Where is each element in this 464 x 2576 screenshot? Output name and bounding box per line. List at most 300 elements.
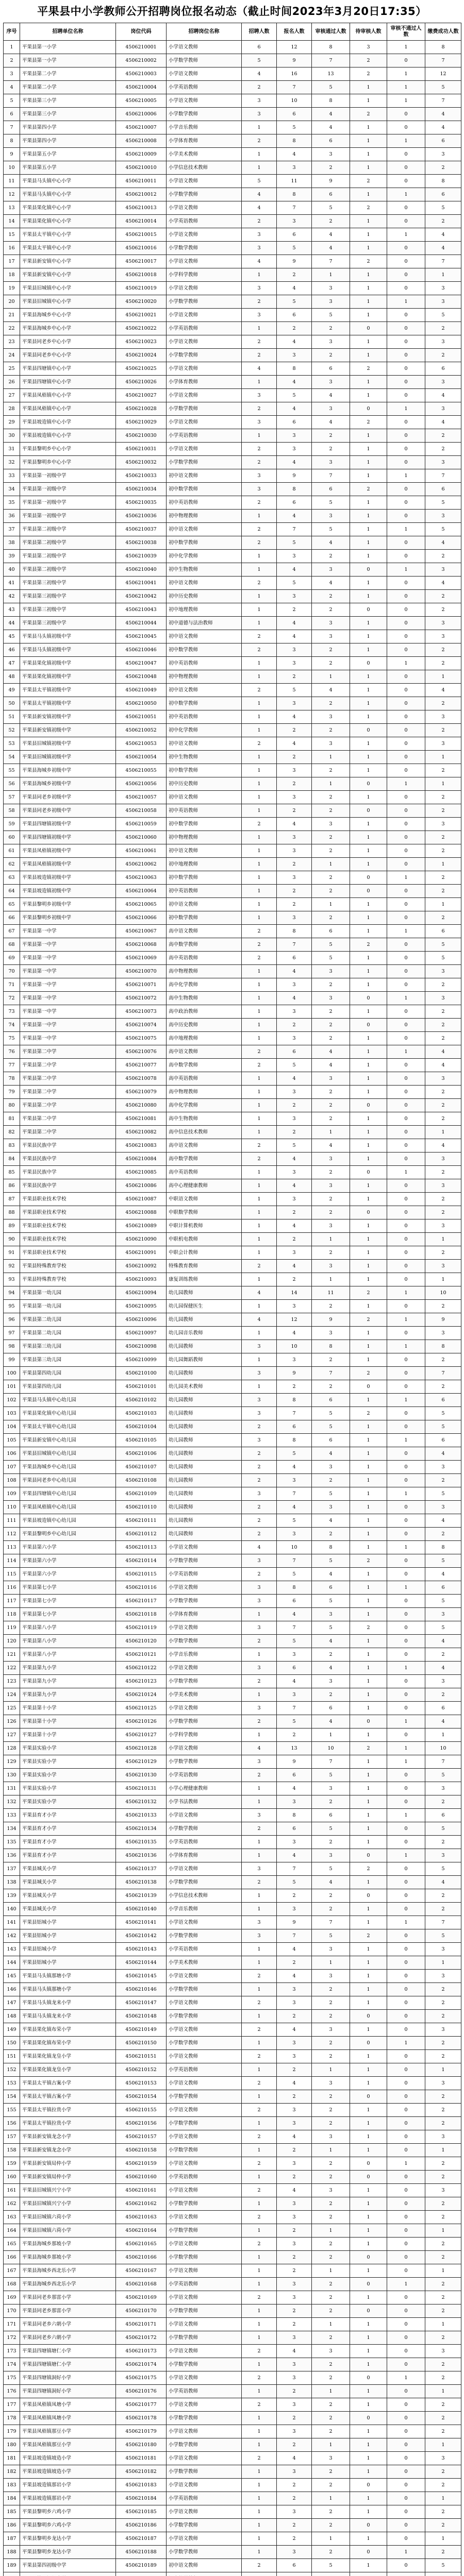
- table-row: [4, 201, 461, 215]
- cell-unit: 平果县特殊教育学校: [20, 1260, 116, 1273]
- cell-rejected: 0: [387, 2077, 425, 2090]
- cell-code: 4506210029: [116, 416, 167, 429]
- cell-position: 初中语文教师: [167, 844, 242, 858]
- cell-unit: 平果县第一小学: [20, 54, 116, 67]
- cell-pending: 1: [350, 1434, 387, 1447]
- cell-position: 高中政治教师: [167, 1005, 242, 1019]
- table-row: [4, 2479, 461, 2492]
- cell-rejected: 0: [387, 536, 425, 550]
- cell-code: 4506210064: [116, 885, 167, 898]
- cell-applied: 4: [277, 630, 312, 643]
- cell-quota: 2: [242, 1260, 277, 1273]
- cell-position: 小学体育教师: [167, 1608, 242, 1621]
- cell-pending: 1: [350, 1782, 387, 1795]
- cell-quota: 3: [242, 1407, 277, 1420]
- cell-rejected: 0: [387, 429, 425, 443]
- cell-position: 幼儿园美术教师: [167, 1380, 242, 1394]
- cell-index: 189: [4, 2559, 20, 2572]
- cell-index: 131: [4, 1782, 20, 1795]
- cell-applied: 6: [277, 108, 312, 121]
- cell-quota: 1: [242, 1849, 277, 1862]
- cell-unit: 平果县凤梧镇初级中学: [20, 858, 116, 871]
- cell-code: 4506210187: [116, 2532, 167, 2546]
- cell-position: 小学音乐教师: [167, 121, 242, 134]
- cell-rejected: 0: [387, 737, 425, 751]
- cell-pending: 1: [350, 2318, 387, 2331]
- cell-position: 初中语文教师: [167, 791, 242, 804]
- cell-index: 80: [4, 1099, 20, 1112]
- cell-pending: 1: [350, 2238, 387, 2251]
- cell-rejected: 0: [387, 2050, 425, 2063]
- cell-position: 小学数学教师: [167, 1595, 242, 1608]
- cell-pending: 1: [350, 496, 387, 510]
- cell-pending: 1: [350, 2130, 387, 2144]
- cell-code: 4506210034: [116, 483, 167, 496]
- cell-position: 初中化学教师: [167, 724, 242, 737]
- cell-rejected: 0: [387, 1353, 425, 1367]
- cell-pending: 1: [350, 1139, 387, 1153]
- cell-quota: 2: [242, 2130, 277, 2144]
- cell-paid: 2: [425, 1836, 461, 1849]
- table-row: [4, 938, 461, 952]
- cell-unit: 平果县黎明乡龙达小学: [20, 2532, 116, 2546]
- cell-index: 182: [4, 2465, 20, 2479]
- cell-rejected: 0: [387, 1501, 425, 1514]
- cell-unit: 平果县旧城镇六荷小学: [20, 2224, 116, 2238]
- cell-paid: 3: [425, 2184, 461, 2197]
- cell-pending: 1: [350, 349, 387, 362]
- cell-index: 23: [4, 335, 20, 349]
- cell-applied: 3: [277, 2505, 312, 2519]
- cell-code: 4506210164: [116, 2224, 167, 2238]
- cell-paid: 5: [425, 952, 461, 965]
- cell-code: 4506210161: [116, 2184, 167, 2197]
- cell-approved: 5: [312, 201, 350, 215]
- cell-quota: 1: [242, 2412, 277, 2425]
- cell-code: 4506210016: [116, 242, 167, 255]
- cell-position: 初中英语教师: [167, 496, 242, 510]
- table-row: [4, 777, 461, 791]
- cell-quota: 2: [242, 1420, 277, 1434]
- cell-pending: 1: [350, 2452, 387, 2465]
- cell-code: 4506210070: [116, 965, 167, 978]
- cell-paid: 2: [425, 831, 461, 844]
- cell-rejected: 0: [387, 2023, 425, 2037]
- cell-index: 18: [4, 268, 20, 282]
- cell-applied: 4: [277, 1608, 312, 1621]
- cell-position: 小学美术教师: [167, 1956, 242, 1970]
- table-row: [4, 1809, 461, 1822]
- cell-index: 66: [4, 911, 20, 925]
- cell-applied: 4: [277, 456, 312, 469]
- cell-unit: 平果县第一中学: [20, 952, 116, 965]
- cell-approved: 3: [312, 335, 350, 349]
- cell-index: 111: [4, 1514, 20, 1528]
- cell-position: 高中心理健康教师: [167, 1179, 242, 1193]
- cell-quota: 1: [242, 657, 277, 670]
- cell-paid: 3: [425, 1461, 461, 1474]
- cell-applied: 3: [277, 2211, 312, 2224]
- cell-rejected: 0: [387, 577, 425, 590]
- cell-unit: 平果县第二初级中学: [20, 550, 116, 563]
- cell-applied: 3: [277, 1528, 312, 1541]
- cell-index: 36: [4, 510, 20, 523]
- cell-paid: 2: [425, 2304, 461, 2318]
- cell-position: 小学数学教师: [167, 2465, 242, 2479]
- cell-paid: 2: [425, 2251, 461, 2264]
- cell-position: 小学语文教师: [167, 1581, 242, 1595]
- cell-unit: 平果县太平镇古案小学: [20, 2090, 116, 2104]
- cell-pending: 1: [350, 523, 387, 536]
- table-row: [4, 2264, 461, 2278]
- cell-rejected: 0: [387, 1568, 425, 1581]
- cell-position: 幼儿园教师: [167, 1447, 242, 1461]
- cell-code: 4506210133: [116, 1809, 167, 1822]
- cell-index: 123: [4, 1675, 20, 1688]
- cell-paid: 6: [425, 1394, 461, 1407]
- cell-rejected: 1: [387, 563, 425, 577]
- cell-unit: 平果县第一初级中学: [20, 496, 116, 510]
- cell-paid: 2: [425, 764, 461, 777]
- cell-rejected: 0: [387, 1461, 425, 1474]
- cell-applied: 4: [277, 1219, 312, 1233]
- cell-code: 4506210118: [116, 1608, 167, 1621]
- table-row: [4, 2425, 461, 2438]
- cell-unit: 平果县四塘镇中心幼儿园: [20, 1487, 116, 1501]
- cell-code: 4506210143: [116, 1943, 167, 1956]
- cell-paid: 2: [425, 1019, 461, 1032]
- cell-paid: 1: [425, 2063, 461, 2077]
- cell-code: 4506210059: [116, 818, 167, 831]
- cell-applied: 4: [277, 965, 312, 978]
- cell-pending: 1: [350, 2144, 387, 2157]
- cell-applied: 3: [277, 657, 312, 670]
- cell-unit: 平果县太平镇拉贵小学: [20, 2117, 116, 2130]
- cell-approved: 1: [312, 751, 350, 764]
- cell-index: 99: [4, 1353, 20, 1367]
- cell-index: 132: [4, 1795, 20, 1809]
- cell-approved: 2: [312, 1166, 350, 1179]
- cell-rejected: 0: [387, 2224, 425, 2238]
- cell-unit: 平果县同老乡那雷小学: [20, 2291, 116, 2304]
- cell-applied: 3: [277, 1903, 312, 1916]
- cell-paid: 2: [425, 1983, 461, 1996]
- cell-quota: 1: [242, 844, 277, 858]
- cell-pending: 1: [350, 737, 387, 751]
- cell-index: 61: [4, 844, 20, 858]
- cell-unit: 平果县马头镇中心小学: [20, 188, 116, 201]
- cell-applied: 6: [277, 1822, 312, 1836]
- cell-unit: 平果县黎明乡中心幼儿园: [20, 1528, 116, 1541]
- cell-quota: 1: [242, 724, 277, 737]
- cell-unit: 平果县第三初级中学: [20, 590, 116, 603]
- cell-applied: 4: [277, 1943, 312, 1956]
- cell-code: 4506210084: [116, 1153, 167, 1166]
- table-row: [4, 1367, 461, 1380]
- table-row: [4, 1461, 461, 1474]
- cell-approved: 4: [312, 1662, 350, 1675]
- cell-rejected: 0: [387, 1179, 425, 1193]
- cell-code: 4506210036: [116, 510, 167, 523]
- cell-approved: 6: [312, 362, 350, 376]
- table-row: [4, 416, 461, 429]
- cell-unit: 平果县太平镇初级中学: [20, 697, 116, 710]
- cell-pending: 1: [350, 1755, 387, 1769]
- cell-position: 初中地理教师: [167, 858, 242, 871]
- cell-unit: 平果县果化镇中心幼儿园: [20, 1407, 116, 1420]
- cell-applied: 2: [277, 2090, 312, 2104]
- cell-unit: 平果县城关小学: [20, 1889, 116, 1903]
- cell-pending: 0: [350, 2304, 387, 2318]
- cell-position: 小学数学教师: [167, 2224, 242, 2238]
- cell-applied: 8: [277, 134, 312, 148]
- cell-rejected: 0: [387, 764, 425, 777]
- cell-unit: 平果县第三幼儿园: [20, 1340, 116, 1353]
- cell-quota: 1: [242, 791, 277, 804]
- cell-unit: 平果县第四幼儿园: [20, 1380, 116, 1394]
- cell-applied: 5: [277, 1447, 312, 1461]
- cell-position: 初中数学教师: [167, 697, 242, 710]
- cell-pending: 1: [350, 2211, 387, 2224]
- cell-pending: 0: [350, 2251, 387, 2264]
- cell-code: 4506210022: [116, 322, 167, 335]
- cell-approved: 3: [312, 1501, 350, 1514]
- cell-code: 4506210021: [116, 309, 167, 322]
- cell-approved: 2: [312, 1005, 350, 1019]
- cell-unit: 平果县职业技术学校: [20, 1246, 116, 1260]
- cell-pending: 3: [350, 41, 387, 54]
- cell-unit: 平果县果化镇布荣小学: [20, 2023, 116, 2037]
- cell-pending: 1: [350, 1501, 387, 1514]
- cell-index: 143: [4, 1943, 20, 1956]
- cell-paid: 2: [425, 1005, 461, 1019]
- cell-index: 142: [4, 1929, 20, 1943]
- cell-applied: 2: [277, 2519, 312, 2532]
- cell-pending: 1: [350, 1246, 387, 1260]
- cell-unit: 平果县第二初级中学: [20, 523, 116, 536]
- cell-index: 1: [4, 41, 20, 54]
- cell-approved: 2: [312, 1474, 350, 1487]
- cell-approved: 2: [312, 1648, 350, 1662]
- cell-unit: 平果县太平镇初级中学: [20, 684, 116, 697]
- cell-quota: 3: [242, 108, 277, 121]
- cell-applied: 3: [277, 2104, 312, 2117]
- cell-applied: 9: [277, 1916, 312, 1929]
- cell-paid: 3: [425, 630, 461, 643]
- cell-quota: 3: [242, 1487, 277, 1501]
- cell-position: 中职语文教师: [167, 1193, 242, 1206]
- cell-applied: 7: [277, 1487, 312, 1501]
- table-row: [4, 1568, 461, 1581]
- cell-quota: 2: [242, 1822, 277, 1836]
- cell-applied: 6: [277, 1769, 312, 1782]
- cell-pending: 0: [350, 2519, 387, 2532]
- cell-pending: 0: [350, 1166, 387, 1179]
- cell-rejected: 0: [387, 2492, 425, 2505]
- cell-rejected: 0: [387, 2211, 425, 2224]
- cell-quota: 1: [242, 978, 277, 992]
- table-row: [4, 1702, 461, 1715]
- cell-applied: 8: [277, 925, 312, 938]
- cell-code: 4506210043: [116, 603, 167, 617]
- cell-index: 82: [4, 1126, 20, 1139]
- cell-pending: 1: [350, 1956, 387, 1970]
- cell-position: 康复训练教师: [167, 1273, 242, 1286]
- cell-paid: 2: [425, 550, 461, 563]
- cell-rejected: 1: [387, 469, 425, 483]
- table-row: [4, 1929, 461, 1943]
- cell-rejected: 0: [387, 710, 425, 724]
- cell-index: 136: [4, 1849, 20, 1862]
- cell-quota: 1: [242, 2318, 277, 2331]
- cell-paid: 4: [425, 1876, 461, 1889]
- cell-code: 4506210141: [116, 1916, 167, 1929]
- cell-code: 4506210069: [116, 952, 167, 965]
- cell-unit: 平果县黎明乡中心小学: [20, 456, 116, 469]
- cell-pending: 1: [350, 710, 387, 724]
- cell-code: 4506210180: [116, 2438, 167, 2452]
- cell-unit: 平果县海城乡中心小学: [20, 322, 116, 335]
- table-row: [4, 1876, 461, 1889]
- cell-code: 4506210048: [116, 670, 167, 684]
- cell-position: 小学数学教师: [167, 295, 242, 309]
- cell-pending: 2: [350, 54, 387, 67]
- cell-position: 初中数学教师: [167, 483, 242, 496]
- cell-paid: 4: [425, 1635, 461, 1648]
- cell-quota: 1: [242, 697, 277, 710]
- cell-pending: 1: [350, 1635, 387, 1648]
- cell-position: 小学语文教师: [167, 335, 242, 349]
- cell-approved: 5: [312, 309, 350, 322]
- cell-rejected: 0: [387, 1367, 425, 1380]
- cell-rejected: 0: [387, 2385, 425, 2398]
- cell-code: 4506210155: [116, 2104, 167, 2117]
- table-row: [4, 2144, 461, 2157]
- cell-applied: 3: [277, 2465, 312, 2479]
- cell-approved: 2: [312, 2304, 350, 2318]
- cell-position: 小学体育教师: [167, 376, 242, 389]
- cell-rejected: 1: [387, 1045, 425, 1059]
- cell-position: 初中英语教师: [167, 885, 242, 898]
- cell-position: 幼儿园教师: [167, 1340, 242, 1353]
- cell-quota: 1: [242, 121, 277, 134]
- cell-pending: 1: [350, 81, 387, 94]
- cell-rejected: 0: [387, 952, 425, 965]
- cell-pending: 1: [350, 1327, 387, 1340]
- cell-rejected: 0: [387, 2479, 425, 2492]
- cell-position: 初中生物教师: [167, 751, 242, 764]
- cell-code: 4506210160: [116, 2171, 167, 2184]
- cell-pending: 1: [350, 1273, 387, 1286]
- cell-quota: 1: [242, 1206, 277, 1219]
- cell-index: 42: [4, 590, 20, 603]
- cell-approved: 2: [312, 2412, 350, 2425]
- cell-code: 4506210091: [116, 1246, 167, 1260]
- cell-paid: 6: [425, 483, 461, 496]
- cell-position: 小学数学教师: [167, 242, 242, 255]
- table-row: [4, 41, 461, 54]
- cell-position: 小学数学教师: [167, 349, 242, 362]
- cell-index: 88: [4, 1206, 20, 1219]
- cell-paid: 2: [425, 603, 461, 617]
- cell-position: 小学语文教师: [167, 389, 242, 402]
- cell-unit: 平果县第二初级中学: [20, 536, 116, 550]
- cell-code: 4506210185: [116, 2505, 167, 2519]
- cell-index: 20: [4, 295, 20, 309]
- cell-applied: 6: [277, 1662, 312, 1675]
- cell-unit: 平果县果化镇中心小学: [20, 201, 116, 215]
- cell-paid: 5: [425, 309, 461, 322]
- cell-code: 4506210045: [116, 630, 167, 643]
- cell-rejected: 0: [387, 1246, 425, 1260]
- cell-index: 183: [4, 2479, 20, 2492]
- table-row: [4, 764, 461, 777]
- cell-unit: 平果县第二幼儿园: [20, 1313, 116, 1327]
- cell-position: 初中语文教师: [167, 523, 242, 536]
- cell-applied: 3: [277, 1648, 312, 1662]
- cell-pending: 1: [350, 1086, 387, 1099]
- cell-applied: 8: [277, 1434, 312, 1447]
- cell-unit: 平果县马头镇初级中学: [20, 630, 116, 643]
- cell-quota: 1: [242, 1099, 277, 1112]
- cell-quota: 2: [242, 2371, 277, 2385]
- cell-unit: 平果县第六小学: [20, 1541, 116, 1554]
- cell-applied: 7: [277, 1929, 312, 1943]
- cell-applied: 9: [277, 469, 312, 483]
- cell-rejected: 1: [387, 1394, 425, 1407]
- cell-approved: 2: [312, 791, 350, 804]
- cell-quota: 1: [242, 777, 277, 791]
- cell-code: 4506210055: [116, 764, 167, 777]
- cell-index: 57: [4, 791, 20, 804]
- cell-applied: 4: [277, 1072, 312, 1086]
- cell-approved: 1: [312, 1956, 350, 1970]
- cell-pending: 1: [350, 335, 387, 349]
- cell-position: 高中英语教师: [167, 1166, 242, 1179]
- cell-pending: 1: [350, 844, 387, 858]
- cell-code: 4506210116: [116, 1581, 167, 1595]
- cell-approved: 4: [312, 1059, 350, 1072]
- cell-applied: 4: [277, 1179, 312, 1193]
- cell-quota: 1: [242, 2546, 277, 2559]
- cell-rejected: 0: [387, 242, 425, 255]
- cell-rejected: 0: [387, 443, 425, 456]
- cell-unit: 平果县坡造镇中心小学: [20, 429, 116, 443]
- cell-rejected: 0: [387, 2304, 425, 2318]
- cell-applied: 12: [277, 1313, 312, 1327]
- cell-applied: 2: [277, 2171, 312, 2184]
- cell-code: 4506210157: [116, 2130, 167, 2144]
- cell-rejected: 0: [387, 1233, 425, 1246]
- cell-quota: 1: [242, 670, 277, 684]
- cell-rejected: 0: [387, 2505, 425, 2519]
- cell-pending: 1: [350, 1769, 387, 1782]
- cell-applied: 3: [277, 1353, 312, 1367]
- cell-pending: 1: [350, 443, 387, 456]
- cell-position: 小学数学教师: [167, 2144, 242, 2157]
- cell-applied: 4: [277, 282, 312, 295]
- cell-applied: 5: [277, 121, 312, 134]
- cell-paid: 2: [425, 871, 461, 885]
- cell-code: 4506210169: [116, 2291, 167, 2304]
- cell-approved: 3: [312, 1179, 350, 1193]
- cell-unit: 平果县职业技术学校: [20, 1193, 116, 1206]
- cell-quota: 1: [242, 1889, 277, 1903]
- table-row: [4, 1795, 461, 1809]
- cell-quota: 1: [242, 1903, 277, 1916]
- cell-paid: 4: [425, 577, 461, 590]
- cell-approved: 2: [312, 844, 350, 858]
